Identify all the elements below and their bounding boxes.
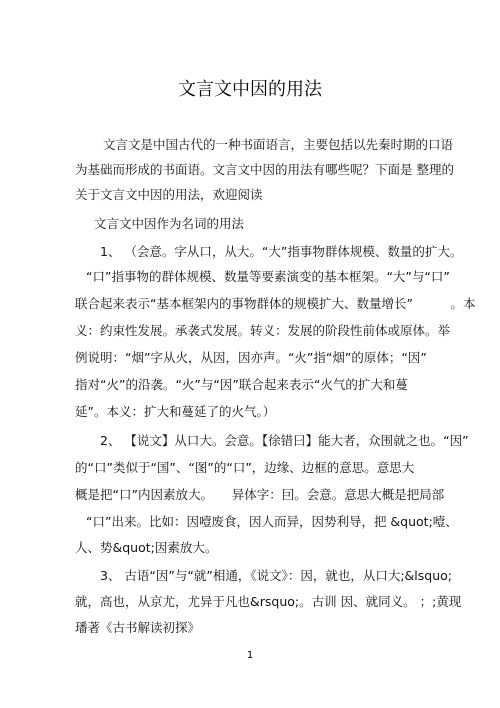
text-line: 文言文是中国古代的一种书面语言，主要包括以先秦时期的口语	[103, 137, 454, 152]
text-line: 璠著《古书解读初探》	[75, 620, 201, 635]
text-line: 例说明：“烟”字从火，从因，因亦声。“火”指“烟”的原体；“因”	[75, 350, 427, 365]
text-line: 的“口”类似于“国”、“图”的“口”，边缘、边框的意思。意思大	[75, 460, 415, 475]
text-line: 关于文言文中因的用法，欢迎阅读	[75, 187, 263, 202]
text-line: “口”指事物的群体规模、数量等要素演变的基本框架。“大”与“口”	[86, 269, 450, 284]
text-line: 2、 【说文】从口大。会意。【徐错曰】能大者，众围就之也。“因”	[100, 433, 469, 448]
text-line: 概是把“口”内因素放大。 异体字：囙。会意。意思大概是把局部	[75, 487, 445, 502]
text-line: 联合起来表示“基本框架内的事物群体的规模扩大、数量增长” 。本	[75, 296, 476, 311]
text-line: 为基础而形成的书面语。文言文中因的用法有哪些呢？下面是 整理的	[75, 162, 454, 177]
text-line: 3、 古语“因”与“就”相通，《说文》：因，就也，从口大;&lsquo;	[100, 568, 452, 583]
text-line: 指对“火”的沿袭。“火”与“因”联合起来表示“火气的扩大和蔓	[75, 377, 408, 392]
text-line: 义：约束性发展。承袭式发展。转义：发展的阶段性前体或原体。举	[75, 323, 451, 338]
text-line: 就，高也，从京尤，尤异于凡也&rsquo;。古训 因、就同义。 ；;黄现	[75, 594, 462, 609]
section-heading: 文言文中因作为名词的用法	[94, 216, 245, 231]
text-line: “口”出来。比如：因噎废食，因人而异，因势利导，把 &quot;噎、	[86, 514, 458, 529]
text-line: 人、势&quot;因素放大。	[75, 540, 218, 555]
text-line: 延”。本义：扩大和蔓延了的火气。）	[75, 404, 276, 419]
page-number: 1	[246, 650, 254, 661]
page-title: 文言文中因的用法	[178, 79, 322, 100]
text-line: 1、 （会意。字从口，从大。“大”指事物群体规模、数量的扩大。	[100, 244, 463, 259]
